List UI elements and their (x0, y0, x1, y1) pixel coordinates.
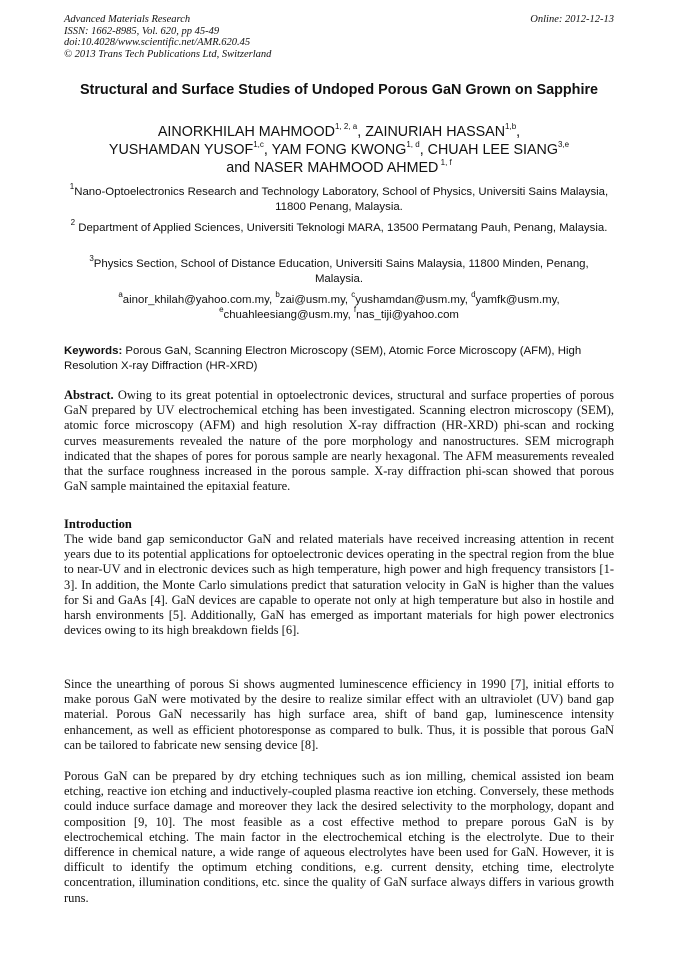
email-mark: e (219, 305, 224, 315)
abstract (64, 388, 614, 494)
journal-name: Advanced Materials Research (64, 14, 191, 25)
email-link[interactable]: chuahleesiang@usm.my, (223, 309, 354, 321)
affiliation (64, 182, 614, 215)
author-affiliation-mark: 1,b (505, 122, 517, 132)
author-list (64, 123, 614, 177)
affiliation (64, 218, 614, 236)
body-paragraph: The wide band gap semiconductor GaN and related materials have received increasing attention in recent years due to its potential applications for optoelectronic devices operating in the spectral region from the blue to near-UV and in electronic devices such as high temperature, high power and high frequency transistors [1-3]. In addition, the Monte Carlo simulations predict that saturation velocity in GaN is higher than the values for Si and GaAs [4]. GaN devices are capable to operate not only at high temperature but also in hostile and harsh environments [5]. Additionally, GaN has emerged as important materials for high power electronics devices owing to its high breakdown fields [6]. (64, 532, 614, 638)
author-name: ZAINURIAH HASSAN (365, 124, 506, 140)
author-name: AINORKHILAH MAHMOOD (157, 124, 335, 140)
journal-copyright: © 2013 Trans Tech Publications Ltd, Switzerland (64, 48, 272, 60)
email-mark: b (275, 290, 280, 300)
journal-issn: ISSN: 1662-8985, Vol. 620, pp 45-49 (64, 25, 220, 37)
author-name: and NASER MAHMOOD AHMED (226, 160, 439, 176)
affiliation-text: Physics Section, School of Distance Education, Universiti Sains Malaysia, 11800 Minden, Penang, Malaysia. (93, 258, 589, 285)
email-link[interactable]: nas_tiji@yahoo.com (356, 309, 459, 321)
author-separator: , (263, 142, 272, 158)
affiliation-mark: 3 (89, 254, 94, 264)
author-separator: , (357, 124, 366, 140)
body-paragraph: Since the unearthing of porous Si shows augmented luminescence efficiency in 1990 [7], initial efforts to make porous GaN were motivated by the desire to realize similar effect with an ultraviolet (UV) band gap material. Porous GaN necessarily has high surface area, shift of band gap, luminescence intensity enhancement, as well as efficient photoresponse as compared to bulk. Thus, it is possible that porous GaN can be tailored to fabricate new sensing device [8]. (64, 677, 614, 752)
affiliation-text: Department of Applied Sciences, Universiti Teknologi MARA, 13500 Permatang Pauh, Penang, Malaysia. (75, 222, 608, 234)
author-name: CHUAH LEE SIANG (427, 142, 558, 158)
email-link[interactable]: zai@usm.my, (279, 294, 352, 306)
keywords-text: Porous GaN, Scanning Electron Microscopy (SEM), Atomic Force Microscopy (AFM), High Resolution X-ray Diffraction (HR-XRD) (64, 345, 582, 372)
email-mark: c (351, 290, 356, 300)
section-heading-introduction: Introduction (64, 517, 132, 531)
affiliation-text: Nano-Optoelectronics Research and Technology Laboratory, School of Physics, Universiti Sains Malaysia, 11800 Penang, Malaysia. (74, 186, 609, 213)
author-separator: , (419, 142, 428, 158)
abstract-text: Owing to its great potential in optoelectronic devices, structural and surface properties of porous GaN prepared by UV electrochemical etching has been investigated. Scanning electron microscopy (SEM), atomic force microscopy (AFM) and high resolution X-ray diffraction (HR-XRD) phi-scan and rocking curves measurements revealed the nature of the pore morphology and nanostructures. SEM micrograph indicated that the shapes of pores for porous sample are nearly hexagonal. The AFM measurements revealed that the surface roughness increased in the porous sample. X-ray diffraction phi-scan showed that porous GaN sample maintained the epitaxial feature. (64, 388, 614, 494)
author-name: YAM FONG KWONG (271, 142, 407, 158)
affiliation-mark: 2 (70, 218, 76, 228)
email-link[interactable]: yamfk@usm.my, (475, 294, 560, 306)
author-separator: , (516, 124, 521, 140)
affiliation (64, 254, 614, 287)
author-affiliation-mark: 1, 2, a (335, 122, 358, 132)
journal-doi: doi:10.4028/www.scientific.net/AMR.620.45 (64, 37, 251, 49)
online-date: Online: 2012-12-13 (530, 14, 614, 25)
email-mark: a (118, 290, 123, 300)
author-name: YUSHAMDAN YUSOF (108, 142, 254, 158)
author-affiliation-mark: 3,e (557, 140, 570, 150)
email-link[interactable]: yushamdan@usm.my, (355, 294, 472, 306)
email-link[interactable]: ainor_khilah@yahoo.com.my, (122, 294, 276, 306)
email-mark: d (471, 290, 476, 300)
paper-title: Structural and Surface Studies of Undoped Porous GaN Grown on Sapphire (79, 82, 599, 98)
keywords-label: Keywords: (64, 345, 123, 357)
journal-header (64, 14, 614, 60)
keywords (64, 344, 614, 373)
email-list (64, 290, 614, 323)
author-affiliation-mark: 1, d (406, 140, 420, 150)
abstract-label: Abstract. (64, 388, 114, 402)
author-affiliation-mark: 1,c (253, 140, 264, 150)
author-affiliation-mark: 1, f (438, 158, 452, 168)
body-paragraph: Porous GaN can be prepared by dry etching techniques such as ion milling, chemical assisted ion beam etching, reactive ion etching and inductively-coupled plasma reactive ion etching. Conversely, these methods could induce surface damage and moreover they lack the desired selectivity to the morphology, dopant and composition [9, 10]. The most feasible as a cost effective method to prepare porous GaN is by electrochemical etching. The main factor in the electrochemical etching is the electrolyte. Due to their difference in chemical nature, a wide range of aqueous electrolytes have been used for GaN. However, it is difficult to identify the optimum etching conditions, e.g. current density, etching time, electrolyte concentration, illumination conditions, etc. since the quality of GaN surface always differs in various growth runs. (64, 769, 614, 905)
affiliation-mark: 1 (69, 182, 75, 192)
email-mark: f (353, 305, 357, 315)
